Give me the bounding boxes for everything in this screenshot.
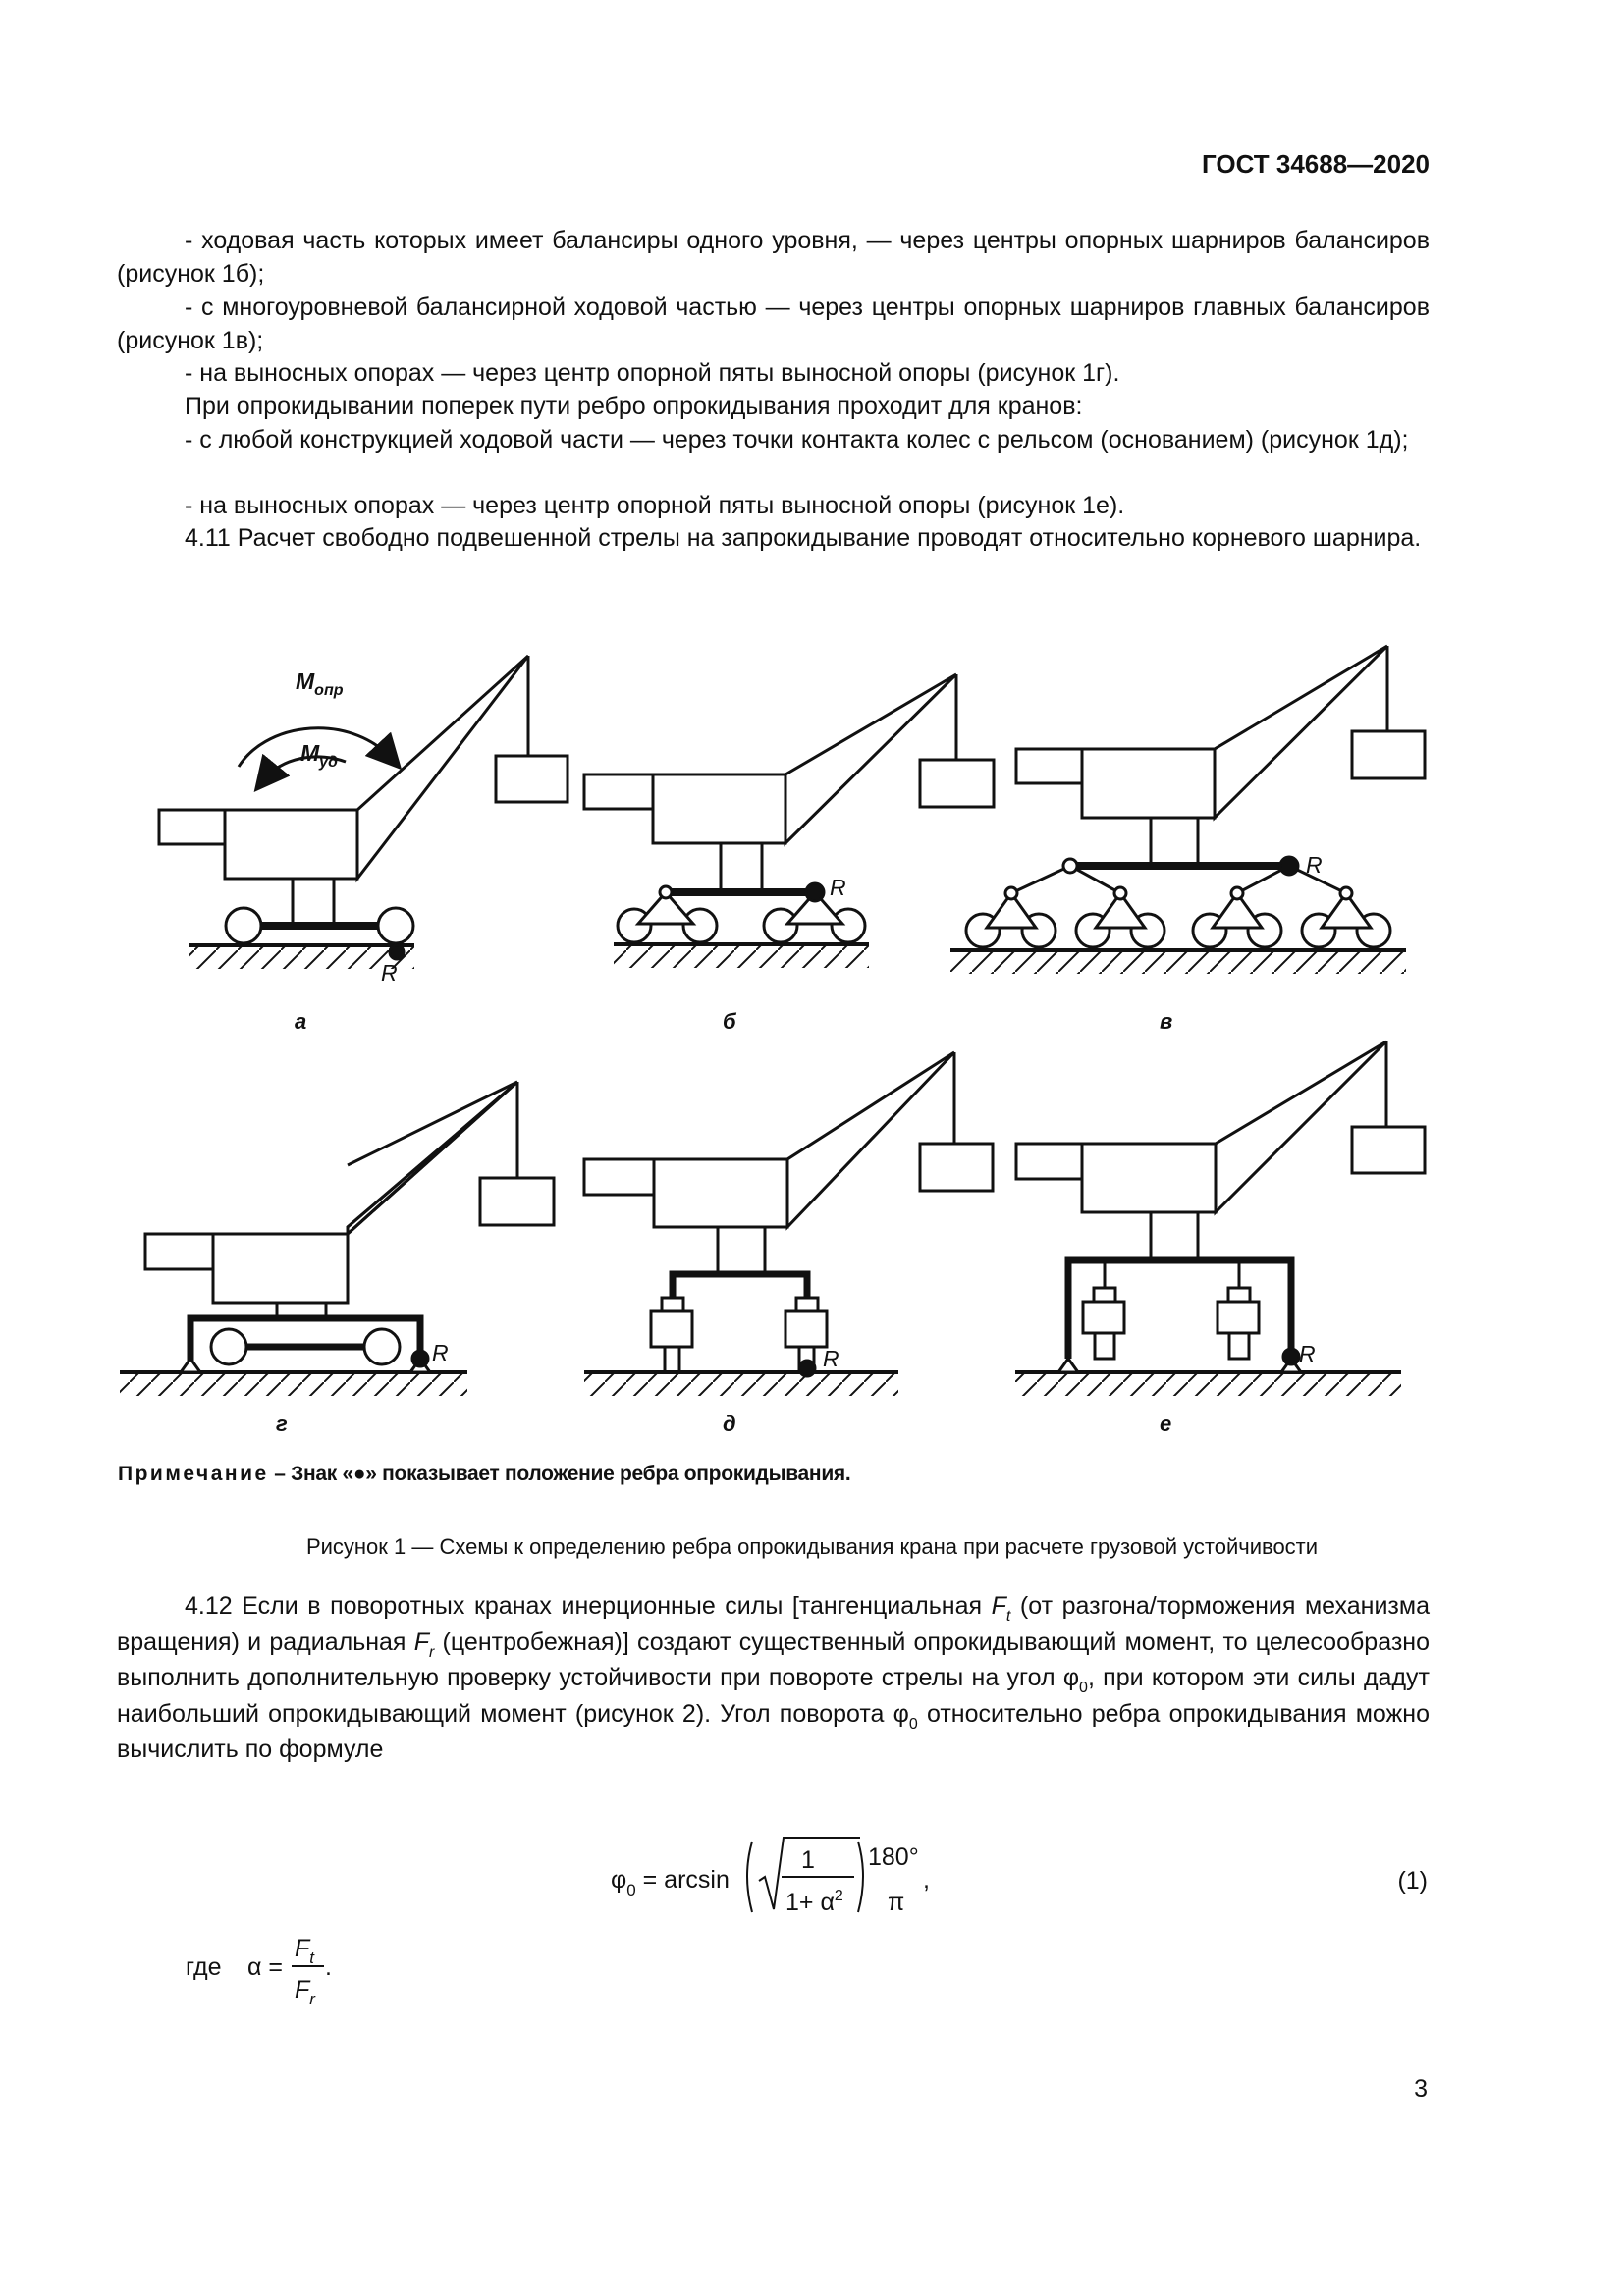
equation-number: (1) [1397,1867,1428,1895]
where-num: $F_t$ [295,1935,315,1967]
r-label-e: R [1299,1341,1316,1366]
figure-note [118,1463,850,1486]
moment-label-opr: $M_{опр}$ [296,668,344,699]
sub-label-a: а [295,1009,307,1034]
r-label-g: R [432,1340,449,1365]
figure-caption: Рисунок 1 — Схемы к определению ребра опрокидывания крана при расчете грузовой устойчивости [305,1534,1319,1559]
where-word: где [186,1953,222,1981]
sub-label-e: е [1160,1412,1172,1436]
paragraph-text: - на выносных опорах — через центр опорной пяты выносной опоры (рисунок 1е). [185,492,1125,519]
r-label-v: R [1306,852,1323,878]
r-label-a: R [381,960,398,986]
formula-lhs: $\varphi_0 = \arcsin$ [611,1866,730,1899]
note-word: Примечание [118,1463,269,1485]
sub-label-d: д [723,1412,736,1436]
scheme-g [120,1082,554,1396]
scheme-v [950,646,1425,974]
formula-deg: 180° [868,1843,919,1871]
where-den: $F_r$ [295,1976,315,2008]
page-number: 3 [1414,2075,1428,2103]
note-text: – Знак «●» показывает положение ребра опрокидывания. [268,1463,851,1485]
r-labels [381,852,1323,1371]
where-alpha: α = [247,1953,283,1981]
paragraph-text: - с любой конструкцией ходовой части — через точки контакта колес с рельсом (основанием) (рисунок 1д); [185,426,1409,454]
r-label-d: R [823,1346,839,1371]
scheme-a [159,656,568,969]
formula-pi: π [888,1889,905,1916]
sub-label-v: в [1160,1009,1173,1034]
r-label-b: R [830,875,846,900]
paragraph-4-12: 4.12 Если в поворотных кранах инерционные силы [тангенциальная $F_t$ (от разгона/торможения механизма вращения) и радиальная $F_r$ (центробежная)] создают существенный опрокидывающий момент, то целесообразно выполнить дополнительную проверку устойчивости при повороте стрелы на угол $\varphi_0$, при котором эти силы дадут наибольший опрокидывающий момент (рисунок 2). Угол поворота $\varphi_0$ относительно ребра опрокидывания можно вычислить по формуле [117,1592,1430,1763]
paragraph-text: - на выносных опорах — через центр опорной пяты выносной опоры (рисунок 1г). [185,359,1120,387]
moment-label-ud: $M_{уд}$ [300,740,338,771]
sub-label-b: б [723,1009,736,1034]
where-tail: . [325,1953,332,1981]
formula-num: 1 [801,1846,815,1874]
paragraph-text: - с многоуровневой балансирной ходовой частью — через центры опорных шарниров главных балансиров (рисунок 1в); [117,294,1430,354]
scheme-e [1015,1041,1425,1396]
scheme-b [584,674,994,968]
document-id: ГОСТ 34688—2020 [1202,149,1430,179]
paragraph-text: При опрокидывании поперек пути ребро опрокидывания проходит для кранов: [185,393,1083,420]
formula-tail: , [923,1866,930,1894]
paragraph-text: - ходовая часть которых имеет балансиры одного уровня, — через центры опорных шарниров балансиров (рисунок 1б); [117,227,1430,288]
scheme-d [584,1052,993,1396]
paragraph-text: 4.11 Расчет свободно подвешенной стрелы на запрокидывание проводят относительно корневого шарнира. [185,524,1422,552]
formula-den: $1+ \alpha^2$ [785,1888,843,1916]
sub-label-g: г [276,1412,288,1436]
